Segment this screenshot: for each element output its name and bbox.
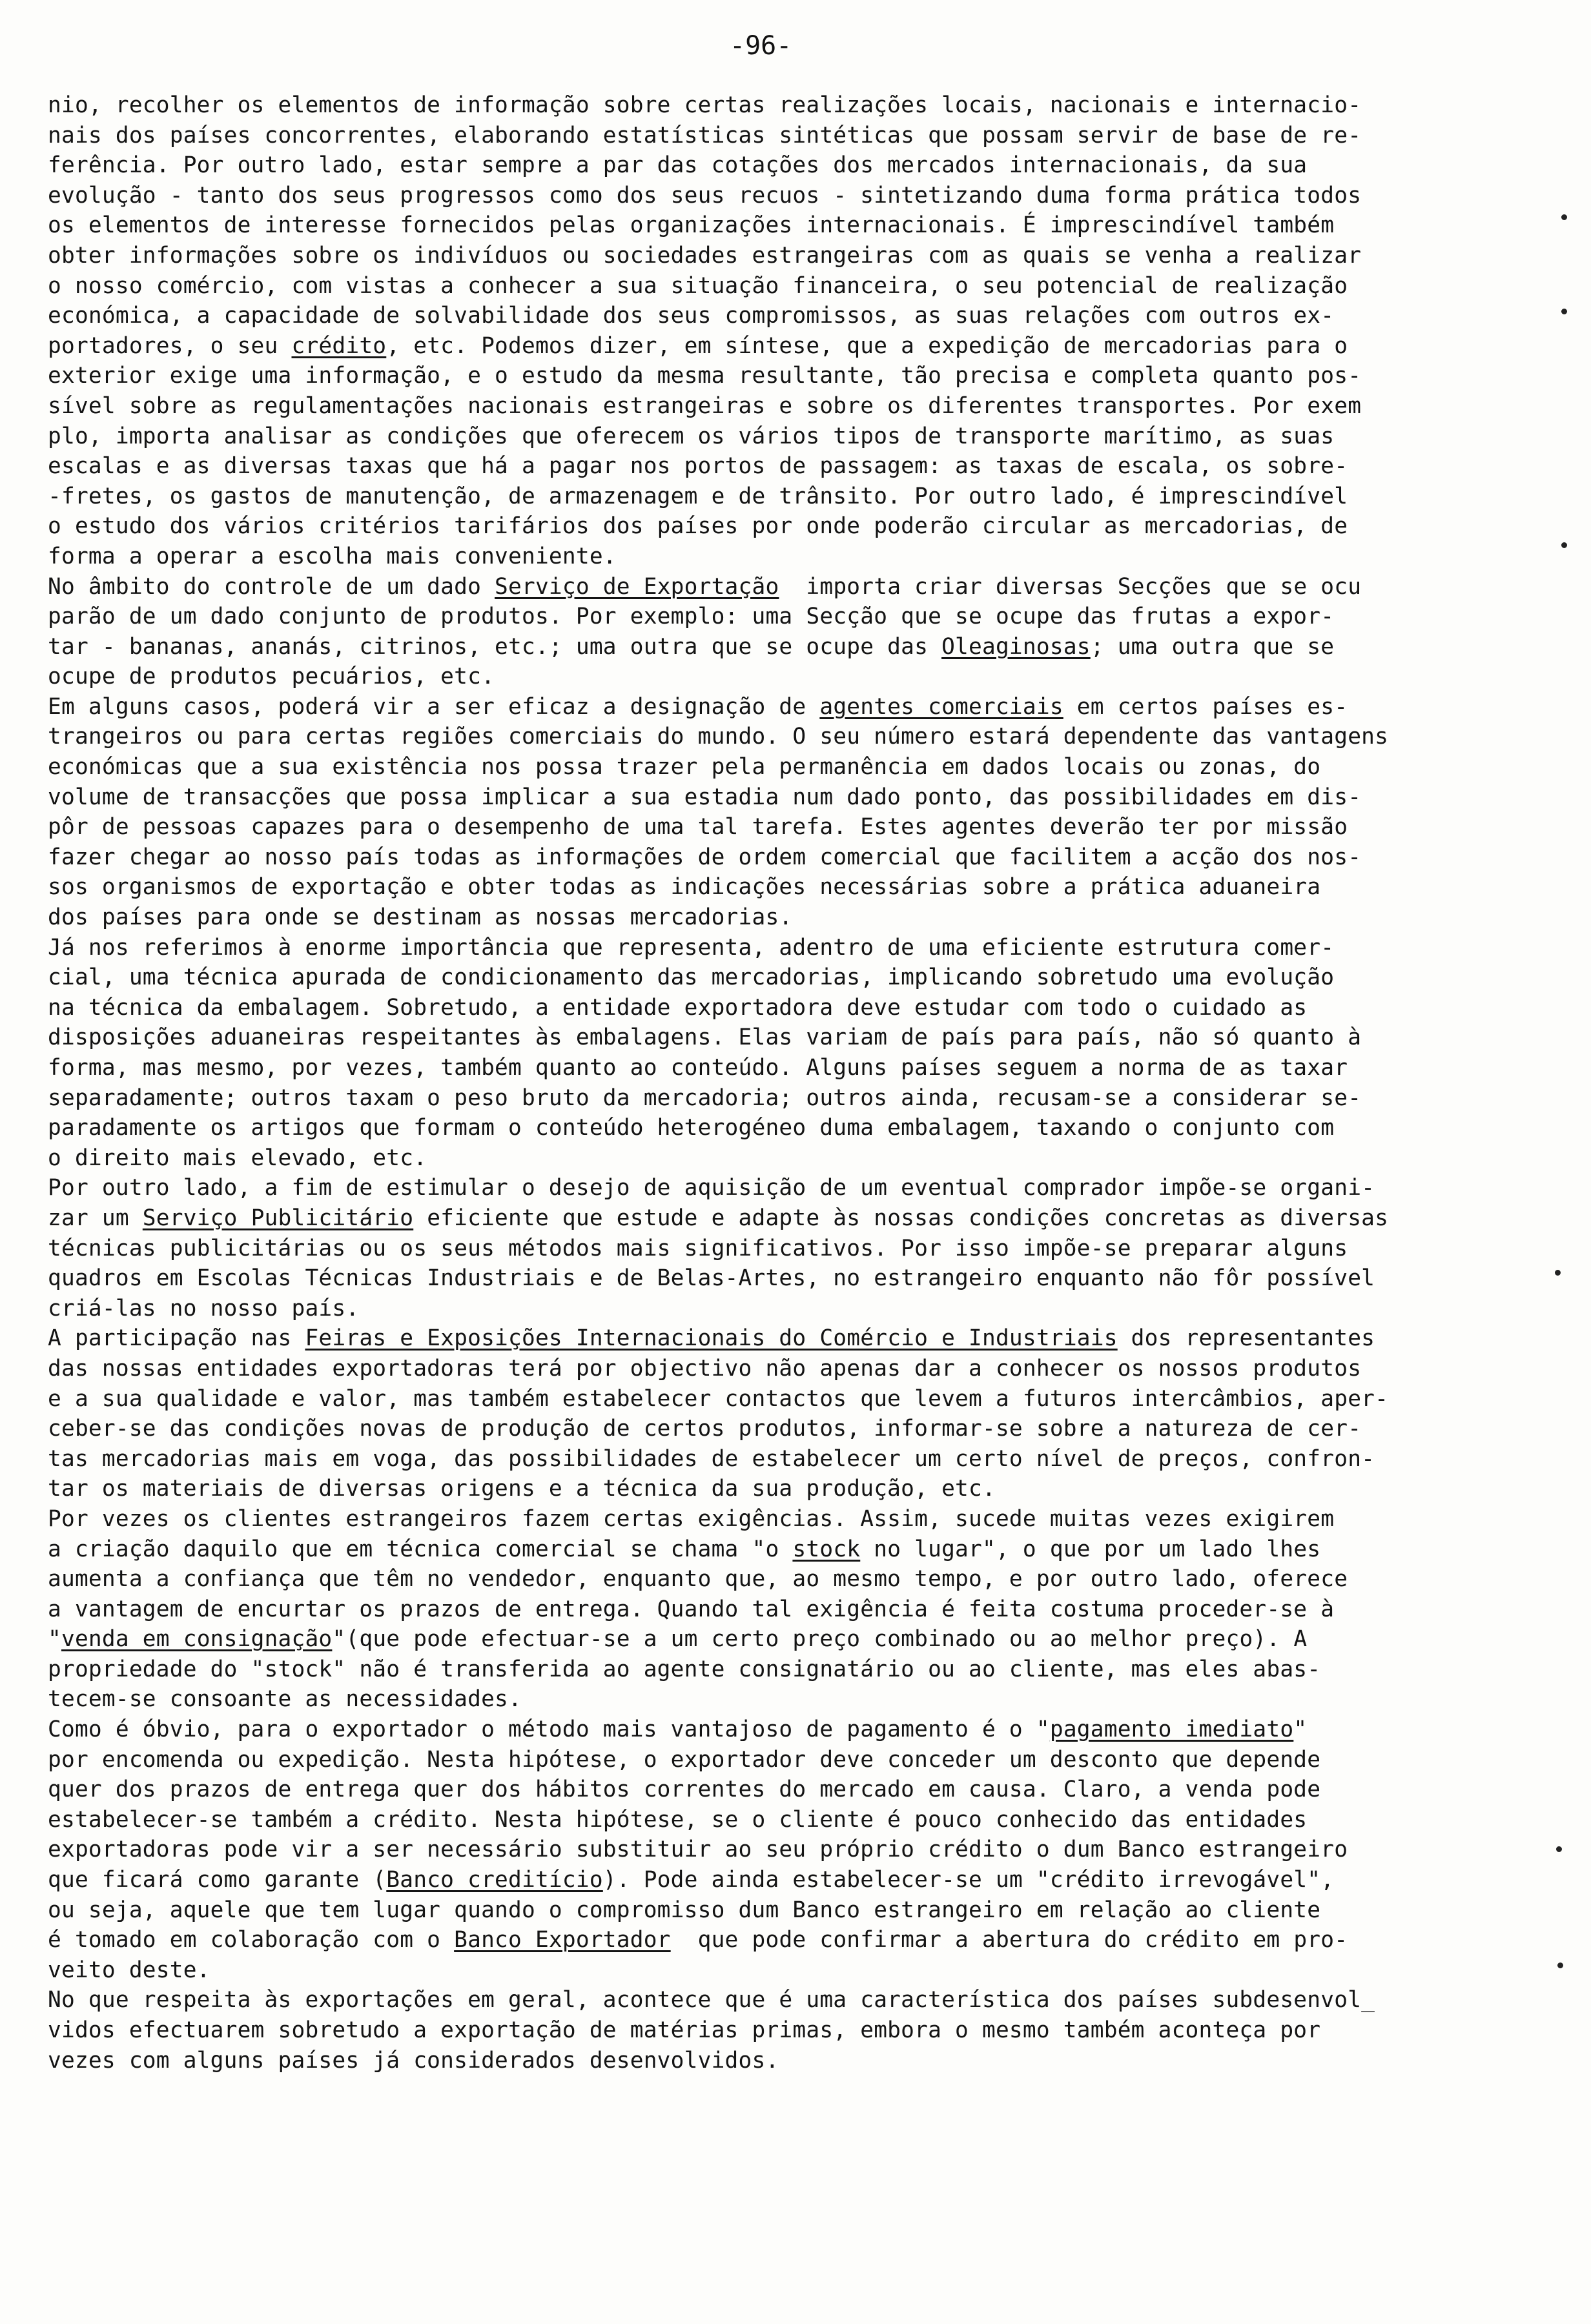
text-line: separadamente; outros taxam o peso bruto da mercadoria; outros ainda, recusam-se a considerar se- [48,1085,1362,1111]
text-line: pôr de pessoas capazes para o desempenho de uma tal tarefa. Estes agentes deverão ter por missão [48,814,1348,841]
text-line: Em alguns casos, poderá vir a ser eficaz a designação de agentes comerciais em certos países es- [48,693,1348,720]
underlined-term: Feiras e Exposições Internacionais do Comércio e Industriais [305,1325,1118,1352]
text-line: o nosso comércio, com vistas a conhecer a sua situação financeira, o seu potencial de realização [48,272,1348,299]
text-line: Por outro lado, a fim de estimular o desejo de aquisição de um eventual comprador impõe-se organi- [48,1175,1375,1201]
text-line: exterior exige uma informação, e o estudo da mesma resultante, tão precisa e completa quanto pos- [48,363,1362,389]
text-line: nais dos países concorrentes, elaborando estatísticas sintéticas que possam servir de base de re- [48,122,1362,148]
margin-mark [1557,1962,1563,1968]
text-line: os elementos de interesse fornecidos pelas organizações internacionais. É imprescindível também [48,212,1335,239]
text-line: das nossas entidades exportadoras terá por objectivo não apenas dar a conhecer os nossos produtos [48,1355,1362,1381]
underlined-term: Serviço de Exportação [495,573,779,600]
text-line: cial, uma técnica apurada de condicionamento das mercadorias, implicando sobretudo uma evolução [48,964,1335,991]
underlined-term: crédito [291,332,387,359]
text-line: A participação nas Feiras e Exposições Internacionais do Comércio e Industriais dos representantes [48,1325,1375,1352]
text-line: ferência. Por outro lado, estar sempre a par das cotações dos mercados internacionais, da sua [48,152,1308,179]
margin-mark [1556,1846,1562,1852]
text-line: que ficará como garante (Banco creditício). Pode ainda estabelecer-se um "crédito irrevogável", [48,1867,1335,1893]
text-line: económicas que a sua existência nos possa trazer pela permanência em dados locais ou zonas, do [48,754,1321,780]
text-line: tar os materiais de diversas origens e a técnica da sua produção, etc. [48,1476,996,1502]
text-line: evolução - tanto dos seus progressos como dos seus recuos - sintetizando duma forma prática todos [48,182,1362,209]
text-line: o estudo dos vários critérios tarifários dos países por onde poderão circular as mercadorias, de [48,513,1348,540]
text-line: sível sobre as regulamentações nacionais estrangeiras e sobre os diferentes transportes. Por exem [48,392,1362,419]
text-line: vidos efectuarem sobretudo a exportação de matérias primas, embora o mesmo também aconteça por [48,2017,1321,2043]
text-line: Por vezes os clientes estrangeiros fazem certas exigências. Assim, sucede muitas vezes exigirem [48,1505,1335,1532]
text-line: na técnica da embalagem. Sobretudo, a entidade exportadora deve estudar com todo o cuidado as [48,994,1308,1021]
underlined-term: venda em consignação [61,1626,333,1653]
text-line: trangeiros ou para certas regiões comerciais do mundo. O seu número estará dependente das vantagens [48,724,1389,750]
underlined-term: stock [792,1536,861,1562]
underlined-term: pagamento imediato [1049,1717,1294,1743]
text-line: aumenta a confiança que têm no vendedor, enquanto que, ao mesmo tempo, e por outro lado, oferece [48,1566,1348,1593]
text-line: tas mercadorias mais em voga, das possibilidades de estabelecer um certo nível de preços, confron- [48,1445,1375,1472]
text-line: plo, importa analisar as condições que oferecem os vários tipos de transporte marítimo, as suas [48,423,1335,449]
margin-mark [1561,542,1567,548]
text-line: exportadoras pode vir a ser necessário substituir ao seu próprio crédito o dum Banco estrangeiro [48,1837,1348,1863]
underlined-term: Banco Exportador [454,1927,671,1953]
text-line: e a sua qualidade e valor, mas também estabelecer contactos que levem a futuros intercâmbios, aper- [48,1385,1389,1412]
text-line: escalas e as diversas taxas que há a pagar nos portos de passagem: as taxas de escala, os sobre- [48,453,1348,480]
underlined-term: Oleaginosas [941,633,1091,660]
text-line: forma, mas mesmo, por vezes, também quanto ao conteúdo. Alguns países seguem a norma de as taxar [48,1055,1348,1081]
text-line: dos países para onde se destinam as nossas mercadorias. [48,904,793,931]
text-line: económica, a capacidade de solvabilidade dos seus compromissos, as suas relações com outros ex- [48,303,1335,329]
text-line: No âmbito do controle de um dado Serviço de Exportação importa criar diversas Secções que se ocu [48,573,1362,600]
text-line: disposições aduaneiras respeitantes às embalagens. Elas variam de país para país, não só quanto à [48,1024,1362,1051]
text-line: -fretes, os gastos de manutenção, de armazenagem e de trânsito. Por outro lado, é imprescindível [48,483,1348,509]
text-line: ocupe de produtos pecuários, etc. [48,664,495,690]
text-line: parão de um dado conjunto de produtos. Por exemplo: uma Secção que se ocupe das frutas a expor- [48,604,1335,630]
text-line: tecem-se consoante as necessidades. [48,1686,522,1713]
margin-mark [1555,1270,1561,1276]
text-line: técnicas publicitárias ou os seus métodos mais significativos. Por isso impõe-se preparar alguns [48,1235,1348,1261]
text-line: estabelecer-se também a crédito. Nesta hipótese, se o cliente é pouco conhecido das entidades [48,1806,1308,1833]
margin-mark [1561,309,1567,314]
text-line: tar - bananas, ananás, citrinos, etc.; uma outra que se ocupe das Oleaginosas; uma outra que se [48,633,1335,660]
underlined-term: Serviço Publicitário [142,1205,414,1231]
text-line: ou seja, aquele que tem lugar quando o compromisso dum Banco estrangeiro em relação ao cliente [48,1897,1321,1923]
text-line: portadores, o seu crédito, etc. Podemos dizer, em síntese, que a expedição de mercadorias para o [48,332,1348,359]
text-line: vezes com alguns países já considerados desenvolvidos. [48,2047,779,2074]
underlined-term: agentes comerciais [819,693,1063,720]
text-line: Já nos referimos à enorme importância que representa, adentro de uma eficiente estrutura comer- [48,934,1335,961]
text-line: quadros em Escolas Técnicas Industriais e de Belas-Artes, no estrangeiro enquanto não fôr possível [48,1265,1375,1292]
text-line: No que respeita às exportações em geral, acontece que é uma característica dos países subdesenvol_ [48,1987,1375,2013]
text-line: fazer chegar ao nosso país todas as informações de ordem comercial que facilitem a acção dos nos- [48,844,1362,870]
text-line: obter informações sobre os indivíduos ou sociedades estrangeiras com as quais se venha a realizar [48,242,1362,269]
text-line: a criação daquilo que em técnica comercial se chama "o stock no lugar", o que por um lado lhes [48,1536,1321,1562]
text-line: por encomenda ou expedição. Nesta hipótese, o exportador deve conceder um desconto que depende [48,1746,1321,1773]
margin-mark [1561,214,1567,220]
underlined-term: Banco creditício [386,1867,603,1893]
text-line: Como é óbvio, para o exportador o método mais vantajoso de pagamento é o "pagamento imediato" [48,1717,1308,1743]
text-line: zar um Serviço Publicitário eficiente que estude e adapte às nossas condições concretas as diversas [48,1205,1389,1231]
page-number: -96- [730,31,792,61]
text-line: forma a operar a escolha mais conveniente. [48,543,617,569]
text-line: ceber-se das condições novas de produção de certos produtos, informar-se sobre a natureza de cer- [48,1416,1362,1442]
text-line: a vantagem de encurtar os prazos de entrega. Quando tal exigência é feita costuma proceder-se à [48,1596,1335,1622]
text-line: quer dos prazos de entrega quer dos hábitos correntes do mercado em causa. Claro, a venda pode [48,1777,1321,1803]
text-line: sos organismos de exportação e obter todas as indicações necessárias sobre a prática aduaneira [48,874,1321,901]
text-line: veito deste. [48,1957,210,1983]
text-line: propriedade do "stock" não é transferida ao agente consignatário ou ao cliente, mas eles abas- [48,1656,1321,1682]
text-line: o direito mais elevado, etc. [48,1145,427,1171]
text-line: nio, recolher os elementos de informação sobre certas realizações locais, nacionais e internacio- [48,92,1362,118]
text-line: "venda em consignação"(que pode efectuar-se a um certo preço combinado ou ao melhor preço). A [48,1626,1308,1653]
text-line: criá-las no nosso país. [48,1295,360,1321]
text-line: volume de transacções que possa implicar a sua estadia num dado ponto, das possibilidades em dis- [48,784,1362,810]
text-line: paradamente os artigos que formam o conteúdo heterogéneo duma embalagem, taxando o conjunto com [48,1115,1335,1141]
text-line: é tomado em colaboração com o Banco Exportador que pode confirmar a abertura do crédito em pro- [48,1927,1348,1953]
page-body [48,90,1546,2075]
